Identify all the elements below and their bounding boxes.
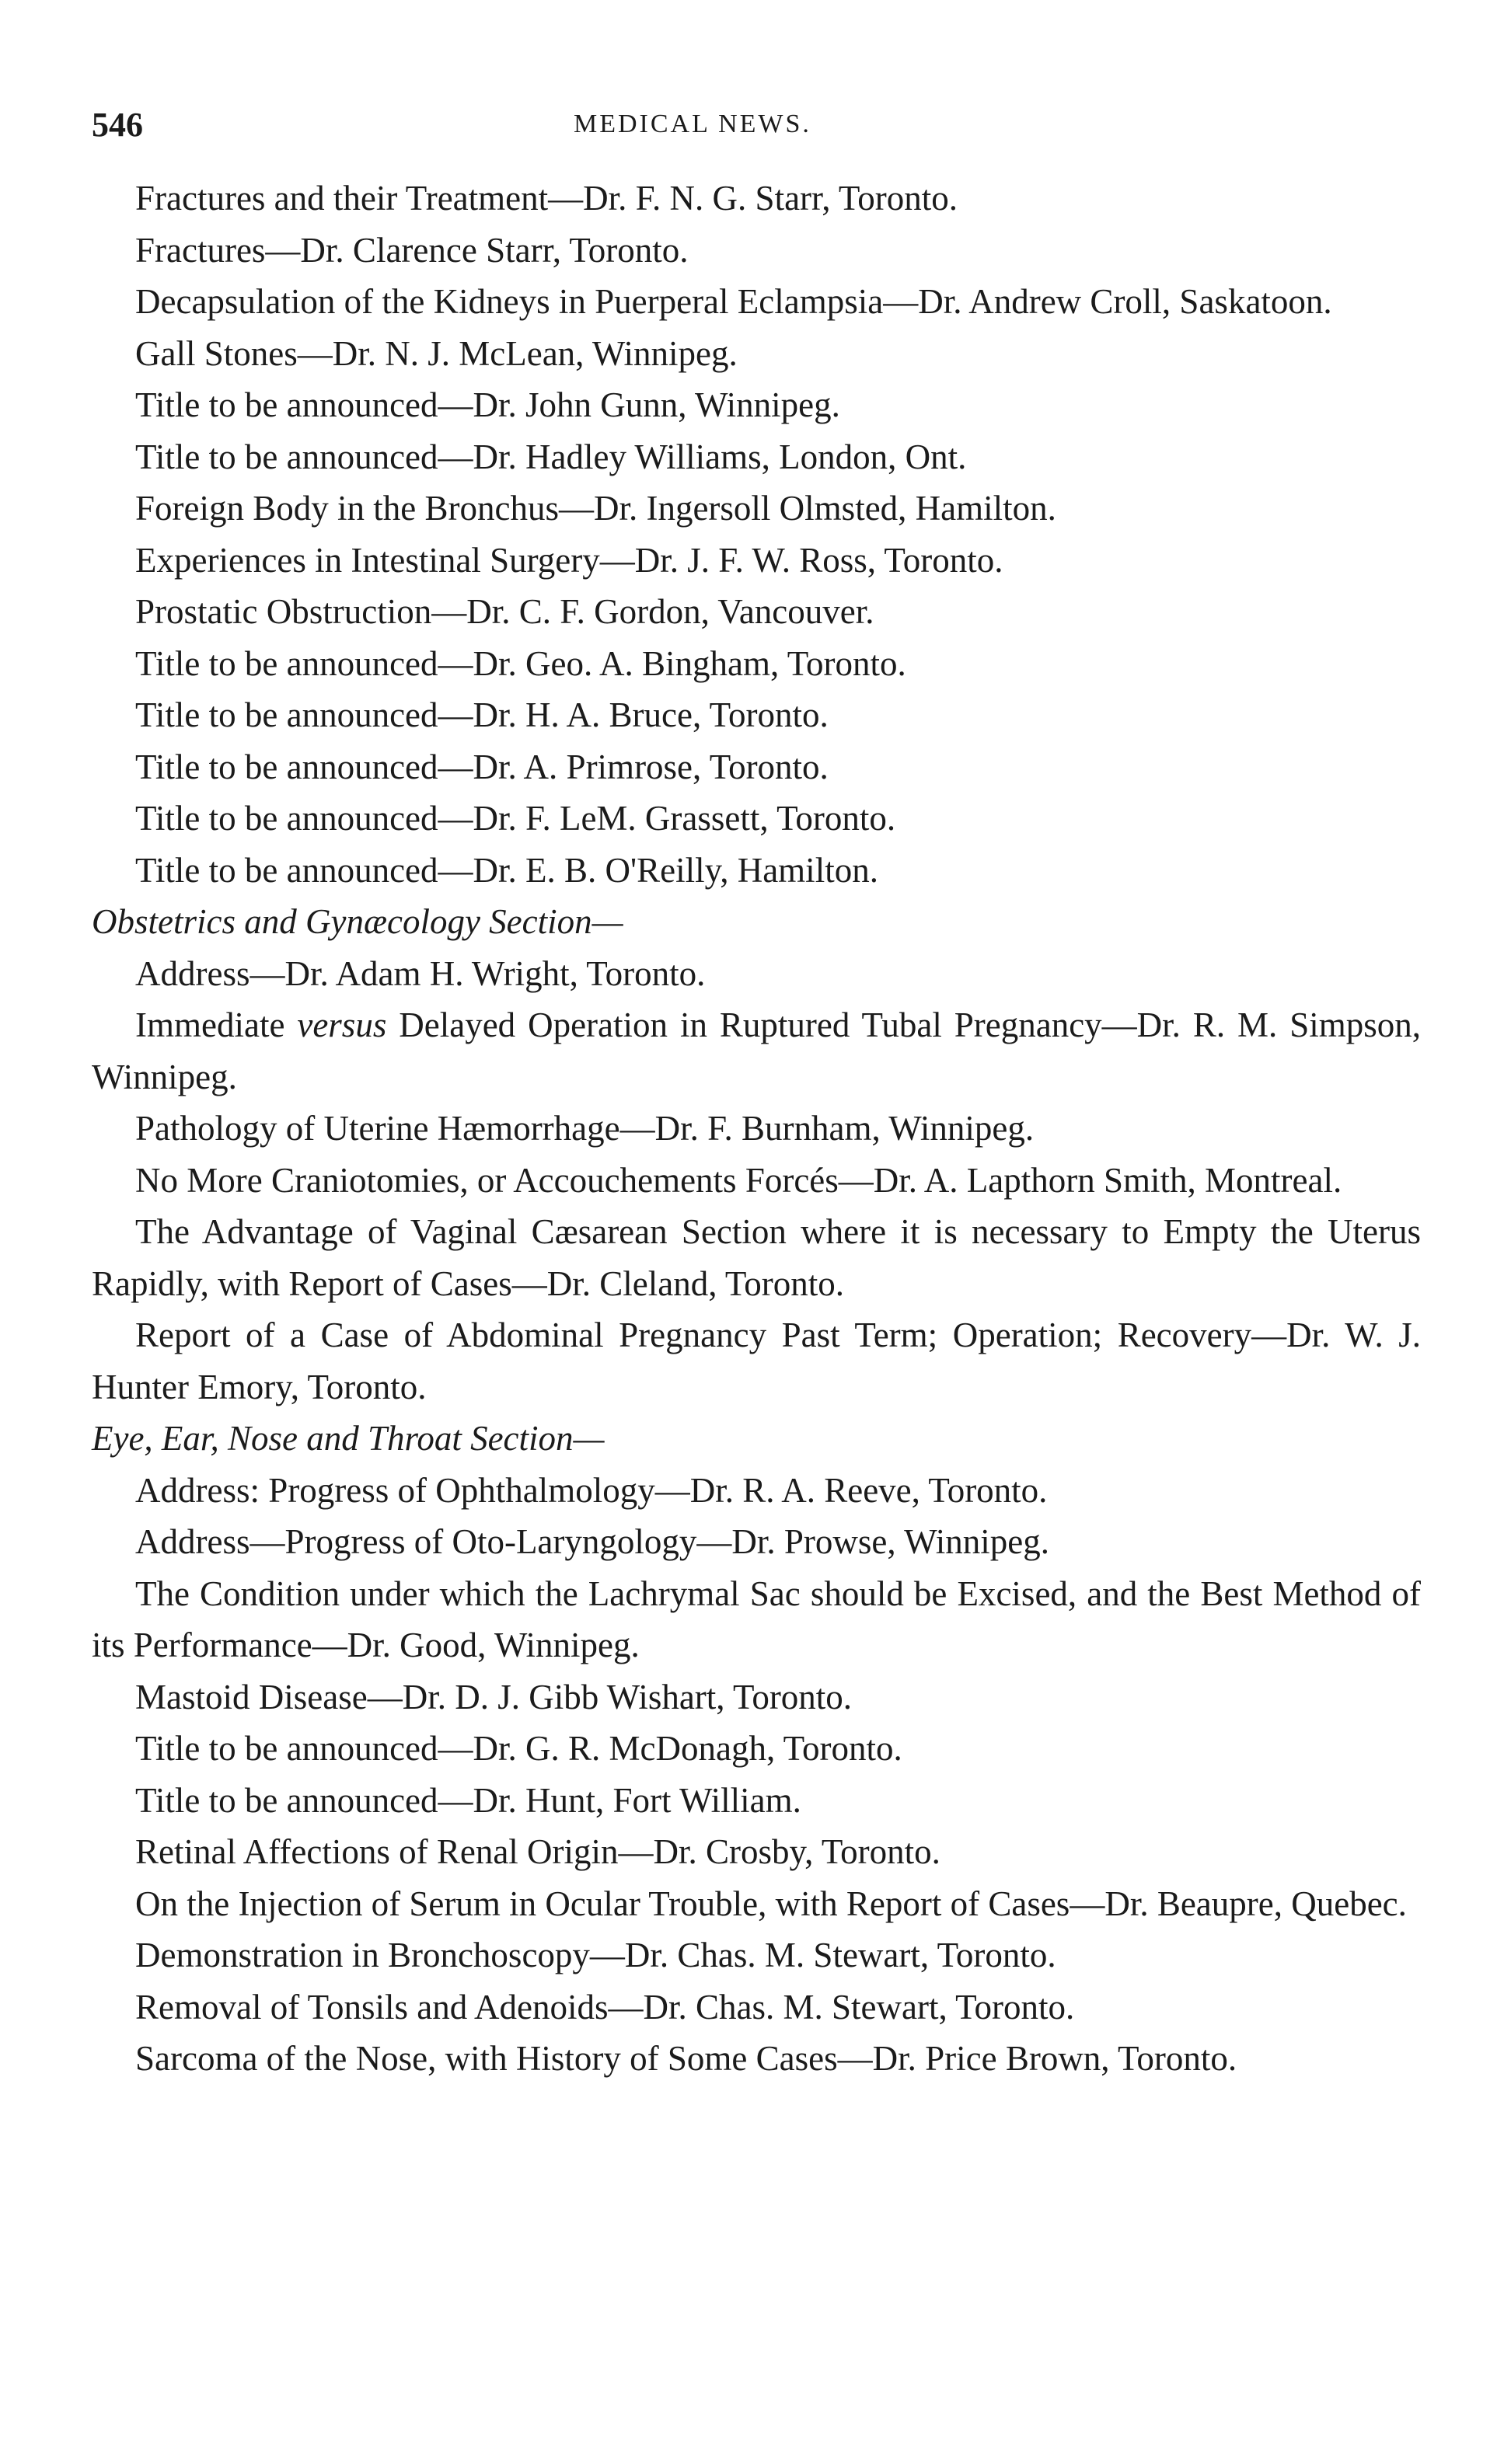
program-entry: Title to be announced—Dr. E. B. O'Reilly, Hamilton.	[135, 850, 878, 890]
program-entry: Title to be announced—Dr. H. A. Bruce, Toronto.	[135, 695, 829, 734]
program-entry: Fractures and their Treatment—Dr. F. N. G. Starr, Toronto.	[135, 179, 958, 218]
program-entry: Decapsulation of the Kidneys in Puerperal Eclampsia—Dr. Andrew Croll, Saskatoon.	[135, 282, 1332, 321]
program-entry: Experiences in Intestinal Surgery—Dr. J. F. W. Ross, Toronto.	[135, 540, 1003, 580]
program-entry: Title to be announced—Dr. A. Primrose, Toronto.	[135, 747, 829, 786]
program-entry: Title to be announced—Dr. F. LeM. Grassett, Toronto.	[135, 799, 896, 838]
program-entry: Removal of Tonsils and Adenoids—Dr. Chas. M. Stewart, Toronto.	[135, 1987, 1075, 2027]
program-entry: Address: Progress of Ophthalmology—Dr. R. A. Reeve, Toronto.	[135, 1470, 1048, 1510]
program-entry: Sarcoma of the Nose, with History of Some Cases—Dr. Price Brown, Toronto.	[135, 2039, 1237, 2078]
running-head: MEDICAL NEWS.	[574, 110, 811, 138]
program-entry: Fractures—Dr. Clarence Starr, Toronto.	[135, 230, 689, 270]
entry-text-prefix: Immediate	[135, 1005, 298, 1044]
program-entry: Retinal Affections of Renal Origin—Dr. Crosby, Toronto.	[135, 1832, 940, 1871]
section-heading: Eye, Ear, Nose and Throat Section—	[92, 1419, 605, 1458]
program-entry	[92, 999, 1421, 1103]
program-entry: Pathology of Uterine Hæmorrhage—Dr. F. Burnham, Winnipeg.	[135, 1109, 1035, 1148]
page-number: 546	[92, 106, 143, 144]
program-entry: Mastoid Disease—Dr. D. J. Gibb Wishart, Toronto.	[135, 1677, 853, 1716]
program-entry: No More Craniotomies, or Accouchements Forcés—Dr. A. Lapthorn Smith, Montreal.	[135, 1160, 1342, 1200]
program-entry: The Advantage of Vaginal Cæsarean Section where it is necessary to Empty the Uterus Rapidly, with Report of Cases—Dr. Cleland, Toronto.	[92, 1212, 1421, 1303]
program-entry: Title to be announced—Dr. John Gunn, Winnipeg.	[135, 385, 840, 424]
program-entry: Address—Dr. Adam H. Wright, Toronto.	[135, 953, 706, 993]
program-entry: Title to be announced—Dr. Hunt, Fort William.	[135, 1780, 801, 1820]
program-entry: Gall Stones—Dr. N. J. McLean, Winnipeg.	[135, 333, 738, 373]
program-entry: Address—Progress of Oto-Laryngology—Dr. Prowse, Winnipeg.	[135, 1522, 1049, 1561]
program-entry: Foreign Body in the Bronchus—Dr. Ingersoll Olmsted, Hamilton.	[135, 489, 1056, 528]
page-header	[92, 105, 1413, 152]
program-entry: Report of a Case of Abdominal Pregnancy Past Term; Operation; Recovery—Dr. W. J. Hunter Emory, Toronto.	[92, 1316, 1421, 1406]
program-entry: Demonstration in Bronchoscopy—Dr. Chas. M. Stewart, Toronto.	[135, 1936, 1056, 1974]
program-entry: The Condition under which the Lachrymal Sac should be Excised, and the Best Method of its Performance—Dr. Good, Winnipeg.	[92, 1574, 1421, 1664]
program-list	[92, 173, 1421, 2085]
section-heading: Obstetrics and Gynæcology Section—	[92, 902, 623, 941]
program-entry: Prostatic Obstruction—Dr. C. F. Gordon, Vancouver.	[135, 592, 874, 631]
entry-italic-word: versus	[297, 1005, 387, 1044]
program-entry: On the Injection of Serum in Ocular Trouble, with Report of Cases—Dr. Beaupre, Quebec.	[135, 1884, 1407, 1923]
program-entry: Title to be announced—Dr. Hadley Williams, London, Ont.	[135, 437, 967, 476]
program-entry: Title to be announced—Dr. Geo. A. Bingham, Toronto.	[135, 643, 906, 683]
program-entry: Title to be announced—Dr. G. R. McDonagh, Toronto.	[135, 1729, 902, 1768]
entry-text: Delayed Operation in Ruptured Tubal Pregnancy—Dr. R. M. Simpson, Winnipeg.	[92, 1005, 1421, 1096]
